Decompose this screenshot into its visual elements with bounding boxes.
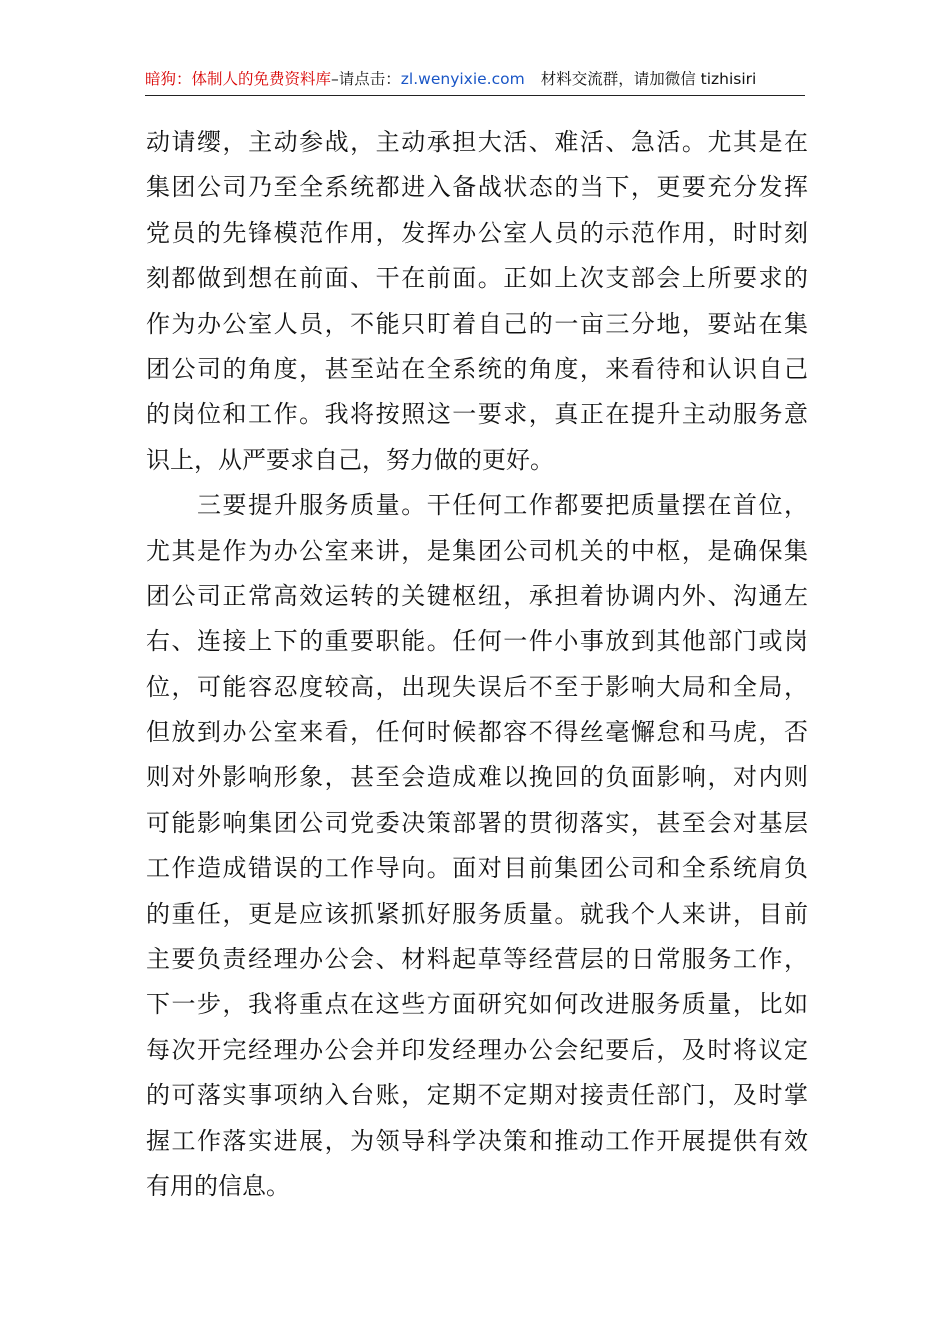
text-line: 的岗位和工作。我将按照这一要求，真正在提升主动服务意 xyxy=(146,400,808,429)
header-prompt: –请点击： xyxy=(331,70,401,88)
header-brand: 暗狗：体制人的免费资料库 xyxy=(145,70,332,88)
text-line: 有用的信息。 xyxy=(146,1171,290,1200)
text-line: 识上，从严要求自己，努力做的更好。 xyxy=(146,445,554,474)
text-line: 下一步，我将重点在这些方面研究如何改进服务质量，比如 xyxy=(146,990,808,1019)
header-url-link[interactable]: zl.wenyixie.com xyxy=(400,70,525,88)
text-line: 握工作落实进展，为领导科学决策和推动工作开展提供有效 xyxy=(146,1126,808,1155)
text-line: 主要负责经理办公会、材料起草等经营层的日常服务工作， xyxy=(146,945,808,974)
text-line: 工作造成错误的工作导向。面对目前集团公司和全系统肩负 xyxy=(146,854,808,883)
paragraph-2 xyxy=(146,483,808,1209)
text-line: 三要提升服务质量。干任何工作都要把质量摆在首位， xyxy=(146,491,808,520)
header-contact: 材料交流群，请加微信 tizhisiri xyxy=(540,70,757,88)
text-line: 但放到办公室来看，任何时候都容不得丝毫懈怠和马虎，否 xyxy=(146,718,808,747)
text-line: 右、连接上下的重要职能。任何一件小事放到其他部门或岗 xyxy=(146,627,808,656)
paragraph-1 xyxy=(146,120,808,483)
text-line: 可能影响集团公司党委决策部署的贯彻落实，甚至会对基层 xyxy=(146,808,808,837)
text-line: 刻都做到想在前面、干在前面。正如上次支部会上所要求的 xyxy=(146,264,808,293)
document-body xyxy=(146,120,808,1209)
text-line: 则对外影响形象，甚至会造成难以挽回的负面影响，对内则 xyxy=(146,763,808,792)
page-header xyxy=(145,66,805,96)
text-line: 团公司正常高效运转的关键枢纽，承担着协调内外、沟通左 xyxy=(146,581,808,610)
text-line: 每次开完经理办公会并印发经理办公会纪要后，及时将议定 xyxy=(146,1035,808,1064)
text-line: 位，可能容忍度较高，出现失误后不至于影响大局和全局， xyxy=(146,672,808,701)
text-line: 的重任，更是应该抓紧抓好服务质量。就我个人来讲，目前 xyxy=(146,899,808,928)
text-line: 团公司的角度，甚至站在全系统的角度，来看待和认识自己 xyxy=(146,354,808,383)
text-line: 动请缨，主动参战，主动承担大活、难活、急活。尤其是在 xyxy=(146,128,808,156)
text-line: 党员的先锋模范作用，发挥办公室人员的示范作用，时时刻 xyxy=(146,218,808,247)
text-line: 作为办公室人员，不能只盯着自己的一亩三分地，要站在集 xyxy=(146,309,808,338)
text-line: 尤其是作为办公室来讲，是集团公司机关的中枢，是确保集 xyxy=(146,536,808,565)
text-line: 集团公司乃至全系统都进入备战状态的当下，更要充分发挥 xyxy=(146,173,808,202)
text-line: 的可落实事项纳入台账，定期不定期对接责任部门，及时掌 xyxy=(146,1081,808,1110)
